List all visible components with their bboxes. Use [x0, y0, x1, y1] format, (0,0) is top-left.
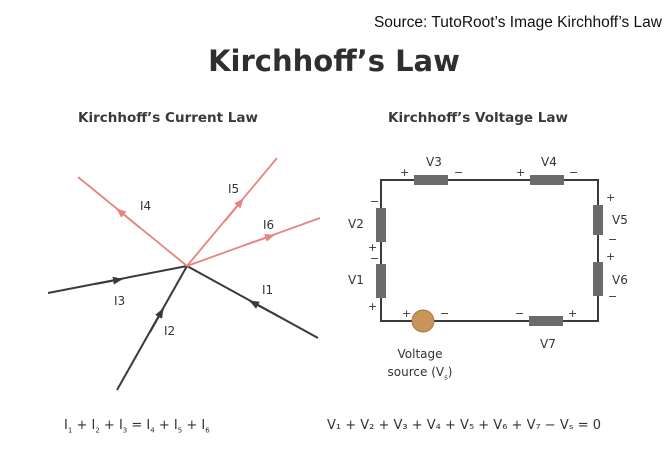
arrow-i3	[95, 279, 122, 284]
kvl-heading: Kirchhoff’s Voltage Law	[388, 110, 568, 126]
svg-text:−: −	[608, 290, 618, 303]
arrow-i4	[117, 209, 140, 228]
arrow-i2	[150, 309, 163, 332]
resistor-v5	[593, 205, 603, 235]
svg-text:−: −	[370, 195, 380, 208]
svg-text:−: −	[569, 166, 579, 179]
label-i3: I3	[114, 294, 126, 308]
kcl-equation: $I_1 + I_2 + I_3 = I_4 + I_5 + I_6$	[64, 418, 210, 435]
svg-text:+: +	[368, 241, 378, 254]
label-i5: I5	[228, 182, 240, 196]
label-i1: I1	[262, 283, 274, 297]
resistor-v4	[530, 175, 564, 185]
svg-text:−: −	[454, 166, 464, 179]
svg-text:−: −	[608, 233, 618, 246]
arrow-i1	[250, 301, 278, 316]
voltage-source-label: Voltage source $(V_s)$	[387, 347, 453, 382]
label-v7: V7	[540, 337, 556, 351]
kcl-heading: Kirchhoff’s Current Law	[78, 110, 258, 126]
resistor-v1	[376, 264, 386, 298]
source-credit: Source: TutoRoot’s Image Kirchhoff’s Law	[373, 14, 662, 31]
svg-text:+: +	[568, 307, 578, 320]
svg-text:−: −	[515, 307, 525, 320]
voltage-source	[412, 310, 434, 332]
svg-text:+: +	[368, 300, 378, 313]
page-title: Kirchhoff’s Law	[208, 44, 460, 78]
arrow-i6	[245, 235, 274, 245]
label-v3: V3	[426, 155, 442, 169]
svg-text:+: +	[516, 166, 526, 179]
label-v4: V4	[541, 155, 557, 169]
resistor-v2	[376, 208, 386, 242]
svg-text:+: +	[400, 166, 410, 179]
svg-text:+: +	[606, 191, 616, 204]
resistor-v3	[414, 175, 448, 185]
svg-text:+: +	[402, 307, 412, 320]
svg-text:+: +	[606, 250, 616, 263]
svg-text:−: −	[370, 252, 380, 265]
polarity-signs	[368, 166, 617, 320]
label-i4: I4	[140, 199, 152, 213]
label-v5: V5	[612, 213, 628, 227]
label-v6: V6	[612, 273, 628, 287]
label-v2: V2	[348, 217, 364, 231]
resistor-v7	[529, 316, 563, 326]
label-v1: V1	[348, 273, 364, 287]
label-i6: I6	[263, 218, 275, 232]
kvl-equation: V₁ + V₂ + V₃ + V₄ + V₅ + V₆ + V₇ − Vₛ = 0	[327, 418, 602, 433]
kcl-junction	[48, 158, 320, 390]
resistor-v6	[593, 262, 603, 296]
svg-text:−: −	[440, 307, 450, 320]
loop-wire	[381, 180, 598, 321]
label-i2: I2	[164, 324, 176, 338]
arrow-i5	[225, 199, 243, 221]
